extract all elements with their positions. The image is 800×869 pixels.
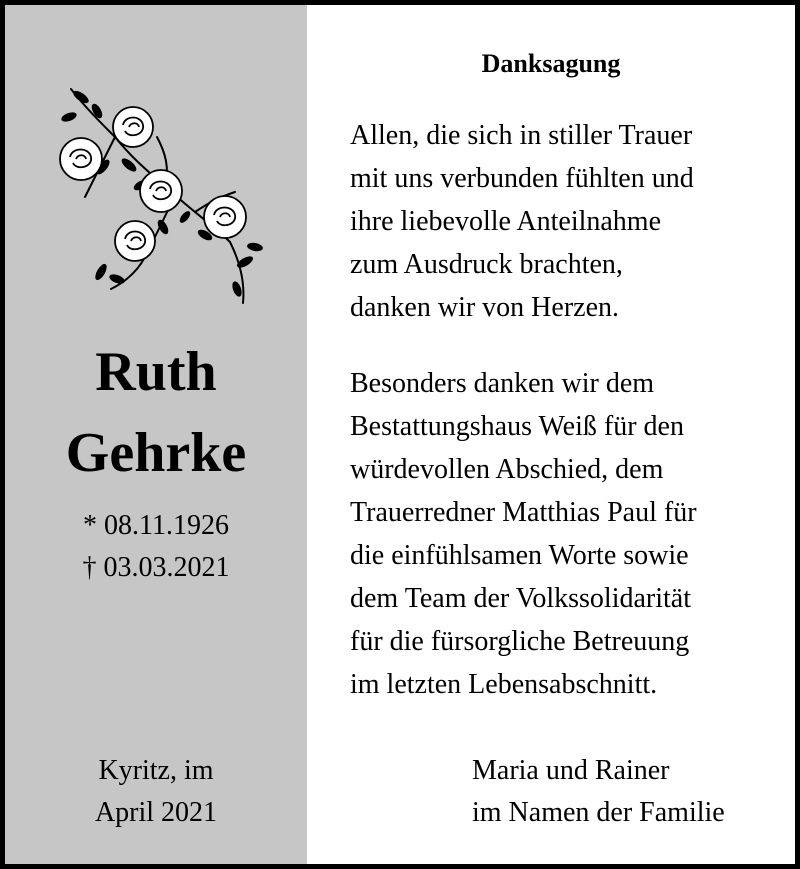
birth-date: * 08.11.1926 (83, 510, 229, 541)
text-line: danken wir von Herzen. (350, 292, 620, 323)
text-line: für die fürsorgliche Betreuung (350, 626, 690, 657)
text-line: Bestattungshaus Weiß für den (350, 411, 684, 442)
death-date: † 03.03.2021 (82, 552, 230, 583)
month-line: April 2021 (94, 797, 218, 828)
thanks-paragraph-1 (350, 114, 694, 329)
left-panel (5, 5, 307, 864)
signature-family: im Namen der Familie (472, 797, 725, 828)
deceased-last-name: Gehrke (65, 422, 247, 484)
signature (472, 750, 725, 834)
text-line: dem Team der Volkssolidarität (350, 583, 691, 614)
thanks-paragraph-2 (350, 362, 697, 706)
right-panel (307, 5, 795, 864)
text-line: mit uns verbunden fühlten und (350, 163, 694, 194)
text-line: die einfühlsamen Worte sowie (350, 540, 689, 571)
text-line: würdevollen Abschied, dem (350, 454, 664, 485)
text-line: Besonders danken wir dem (350, 368, 655, 399)
text-line: zum Ausdruck brachten, (350, 249, 623, 280)
deceased-first-name: Ruth (95, 341, 217, 403)
text-line: im letzten Lebensabschnitt. (350, 669, 658, 700)
roses-illustration-icon (45, 67, 275, 307)
place-and-date (5, 750, 307, 834)
text-line: Trauerredner Matthias Paul für (350, 497, 697, 528)
text-line: ihre liebevolle Anteilnahme (350, 206, 662, 237)
text-line: Allen, die sich in stiller Trauer (350, 120, 693, 151)
signature-names: Maria und Rainer (472, 755, 670, 786)
notice-heading: Danksagung (481, 49, 621, 78)
life-dates (5, 505, 307, 589)
place-line: Kyritz, im (98, 755, 214, 786)
